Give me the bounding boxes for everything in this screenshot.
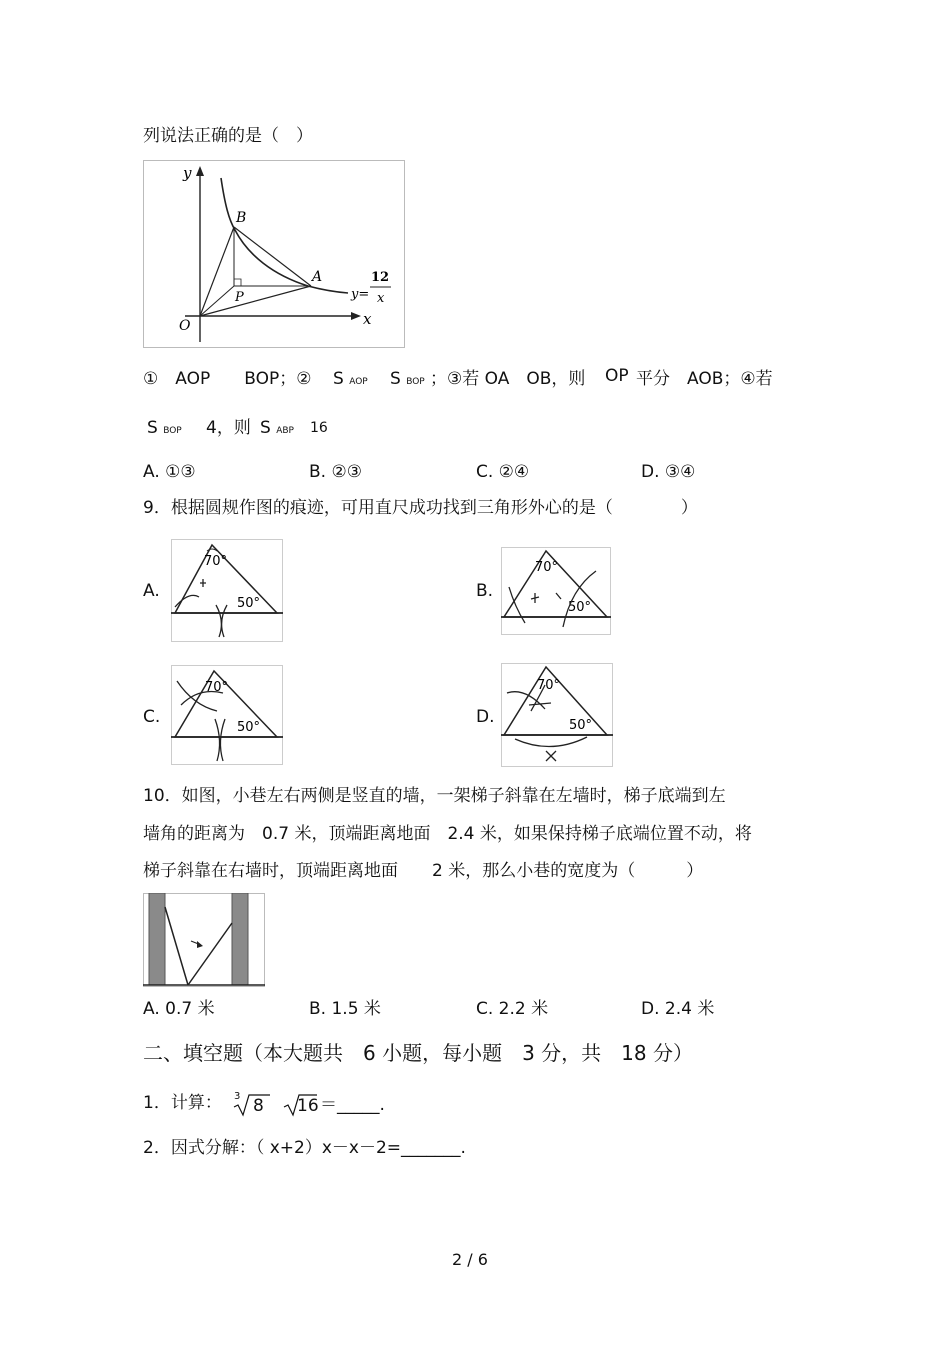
q9-figure-a[interactable] xyxy=(171,539,283,642)
q8-s1-op: OP xyxy=(605,366,629,386)
area-symbol: S xyxy=(390,369,401,389)
q10-option-c[interactable]: C. 2.2 米 xyxy=(476,999,549,1019)
page-number: 2 / 6 xyxy=(452,1250,488,1269)
angle-50-label: 50° xyxy=(568,600,592,615)
angle-70-label: 70° xyxy=(535,560,559,575)
angle-70-label: 70° xyxy=(204,554,228,569)
q9-figure-c[interactable] xyxy=(171,665,283,765)
q8-s1: ① AOP BOP；② xyxy=(143,369,312,389)
fill1-prefix: 1．计算： xyxy=(143,1093,222,1113)
origin-label: O xyxy=(179,318,191,334)
square-root-radicand: 16 xyxy=(297,1096,319,1116)
q9-option-c-label[interactable]: C. xyxy=(143,707,161,727)
angle-50-label: 50° xyxy=(237,720,261,735)
q10-option-b[interactable]: B. 1.5 米 xyxy=(309,999,381,1019)
point-a-label: A xyxy=(312,269,323,285)
q8-s1-area-bop xyxy=(390,371,425,388)
cube-root-radicand: 8 xyxy=(253,1096,264,1116)
q8-stem-tail: 列说法正确的是（ ） xyxy=(143,126,313,146)
q9-stem: 9．根据圆规作图的痕迹，可用直尺成功找到三角形外心的是（ ） xyxy=(143,498,698,518)
q9-option-a-label[interactable]: A. xyxy=(143,581,160,601)
cube-root-index: 3 xyxy=(234,1091,241,1102)
q8-s2-area-abp xyxy=(260,420,294,437)
left-wall xyxy=(149,893,165,985)
q8-s1-area-aop xyxy=(333,371,368,388)
q10-stem-line1: 10．如图，小巷左右两侧是竖直的墙，一架梯子斜靠在左墙时，梯子底端到左 xyxy=(143,786,726,806)
y-label: y xyxy=(183,164,192,182)
q8-option-c[interactable]: C. ②④ xyxy=(476,462,530,482)
q8-s2-end: 16 xyxy=(310,420,328,436)
q8-option-b[interactable]: B. ②③ xyxy=(309,462,362,482)
point-b-label: B xyxy=(236,210,247,226)
curve-eq-label: y= xyxy=(351,287,370,302)
fill-question-2[interactable]: 2．因式分解：（ x+2）x－x－2=_______. xyxy=(143,1138,466,1158)
q8-option-d[interactable]: D. ③④ xyxy=(641,462,696,482)
q10-alley-figure xyxy=(143,893,265,987)
angle-70-label: 70° xyxy=(205,680,229,695)
x-label: x xyxy=(363,310,372,328)
q8-option-a[interactable]: A. ①③ xyxy=(143,462,196,482)
section2-heading: 二、填空题（本大题共 6 小题，每小题 3 分，共 18 分） xyxy=(143,1041,693,1065)
fill1-answer-blank[interactable]: ＝_____. xyxy=(320,1095,385,1115)
area-symbol: S xyxy=(333,369,344,389)
q10-stem-line3: 梯子斜靠在右墙时，顶端距离地面 2 米，那么小巷的宽度为（ ） xyxy=(143,861,704,881)
cube-root-sign xyxy=(232,1093,272,1117)
curve-eq-denominator: x xyxy=(377,291,385,306)
area-symbol: S xyxy=(147,418,158,438)
curve-eq-numerator: 12 xyxy=(371,270,390,285)
area-subscript: BOP xyxy=(406,377,425,387)
angle-50-label: 50° xyxy=(569,718,593,733)
q8-s2-mid: 4，则 xyxy=(206,418,251,438)
area-subscript: AOP xyxy=(349,377,368,387)
area-subscript: BOP xyxy=(163,426,182,436)
angle-70-label: 70° xyxy=(537,678,561,693)
q9-option-d-label[interactable]: D. xyxy=(476,707,495,727)
q9-figure-d[interactable] xyxy=(501,663,613,767)
area-symbol: S xyxy=(260,418,271,438)
q8-s2-area-bop xyxy=(147,420,182,437)
q10-stem-line2: 墙角的距离为 0.7 米，顶端距离地面 2.4 米，如果保持梯子底端位置不动，将 xyxy=(143,824,752,844)
point-p-label: P xyxy=(235,290,244,305)
q9-option-b-label[interactable]: B. xyxy=(476,581,494,601)
area-subscript: ABP xyxy=(276,426,294,436)
q8-s1-mid: ；③若 OA OB，则 xyxy=(430,369,586,389)
right-wall xyxy=(232,893,248,985)
q9-figure-b[interactable] xyxy=(501,547,611,635)
q8-graph xyxy=(143,160,405,348)
q10-option-d[interactable]: D. 2.4 米 xyxy=(641,999,715,1019)
angle-50-label: 50° xyxy=(237,596,261,611)
q10-option-a[interactable]: A. 0.7 米 xyxy=(143,999,215,1019)
q8-s1-end: 平分 AOB；④若 xyxy=(636,369,773,389)
